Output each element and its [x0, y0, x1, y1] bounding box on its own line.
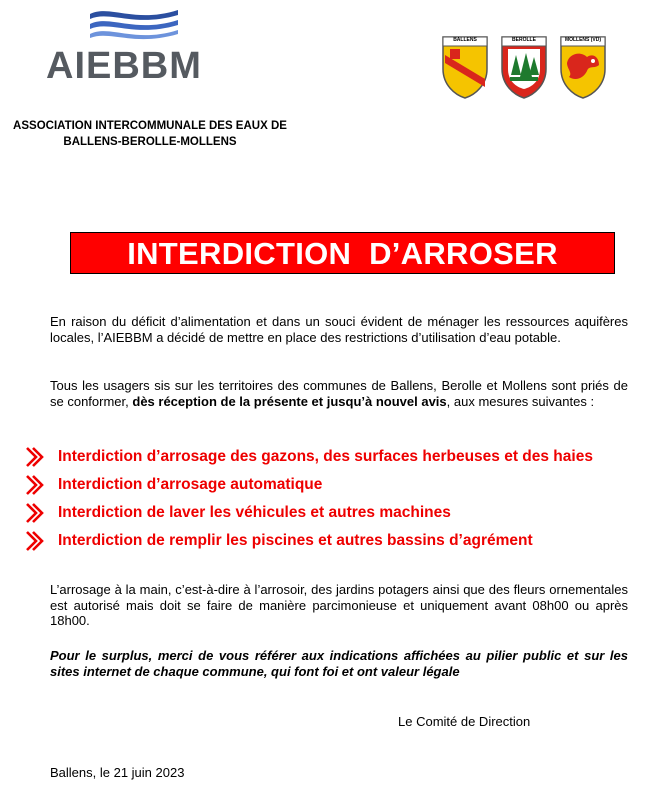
measure-text: Interdiction d’arrosage des gazons, des surfaces herbeuses et des haies [58, 448, 593, 465]
arrow-bullet-icon [24, 445, 48, 469]
intro-paragraph: En raison du déficit d’alimentation et dans un souci évident de ménager les ressources aquifères locales, l’AIEBBM a décidé de mettre en place des restrictions d’utilisation d’eau potable. [50, 314, 628, 345]
measure-text: Interdiction d’arrosage automatique [58, 476, 323, 493]
ballens-crest-icon: BALLENS [441, 35, 489, 99]
logo-wordmark: AIEBBM [46, 45, 202, 87]
berolle-crest-icon: BEROLLE [500, 35, 548, 99]
list-item [24, 501, 654, 525]
measure-text: Interdiction de remplir les piscines et autres bassins d’agrément [58, 532, 533, 549]
arrow-bullet-icon [24, 529, 48, 553]
signoff: Le Comité de Direction [398, 714, 531, 729]
notice-paragraph: Tous les usagers sis sur les territoires des communes de Ballens, Berolle et Mollens sont priés de se conformer, dès réception de la présente et jusqu’à nouvel avis, aux mesures suivantes : [50, 378, 628, 409]
surplus-paragraph: Pour le surplus, merci de vous référer aux indications affichées au pilier public et sur les sites internet de chaque commune, qui font foi et ont valeur légale [50, 648, 628, 679]
mollens-crest-icon: MOLLENS (VD) [559, 35, 607, 99]
arrow-bullet-icon [24, 473, 48, 497]
list-item [24, 529, 654, 553]
measure-text: Interdiction de laver les véhicules et autres machines [58, 504, 451, 521]
association-name: ASSOCIATION INTERCOMMUNALE DES EAUX DE BALLENS-BEROLLE-MOLLENS [13, 120, 287, 148]
list-item [24, 445, 654, 469]
arrow-bullet-icon [24, 501, 48, 525]
date-line: Ballens, le 21 juin 2023 [50, 765, 185, 780]
list-item [24, 473, 654, 497]
logo-waves-icon [88, 6, 180, 46]
page-title: INTERDICTION D’ARROSER [70, 232, 615, 274]
exception-paragraph: L’arrosage à la main, c’est-à-dire à l’arrosoir, des jardins potagers ainsi que des fleurs ornementales est autorisé mais doit se faire de manière parcimonieuse et uniquement avant 08h00 ou après 18h00. [50, 582, 628, 628]
